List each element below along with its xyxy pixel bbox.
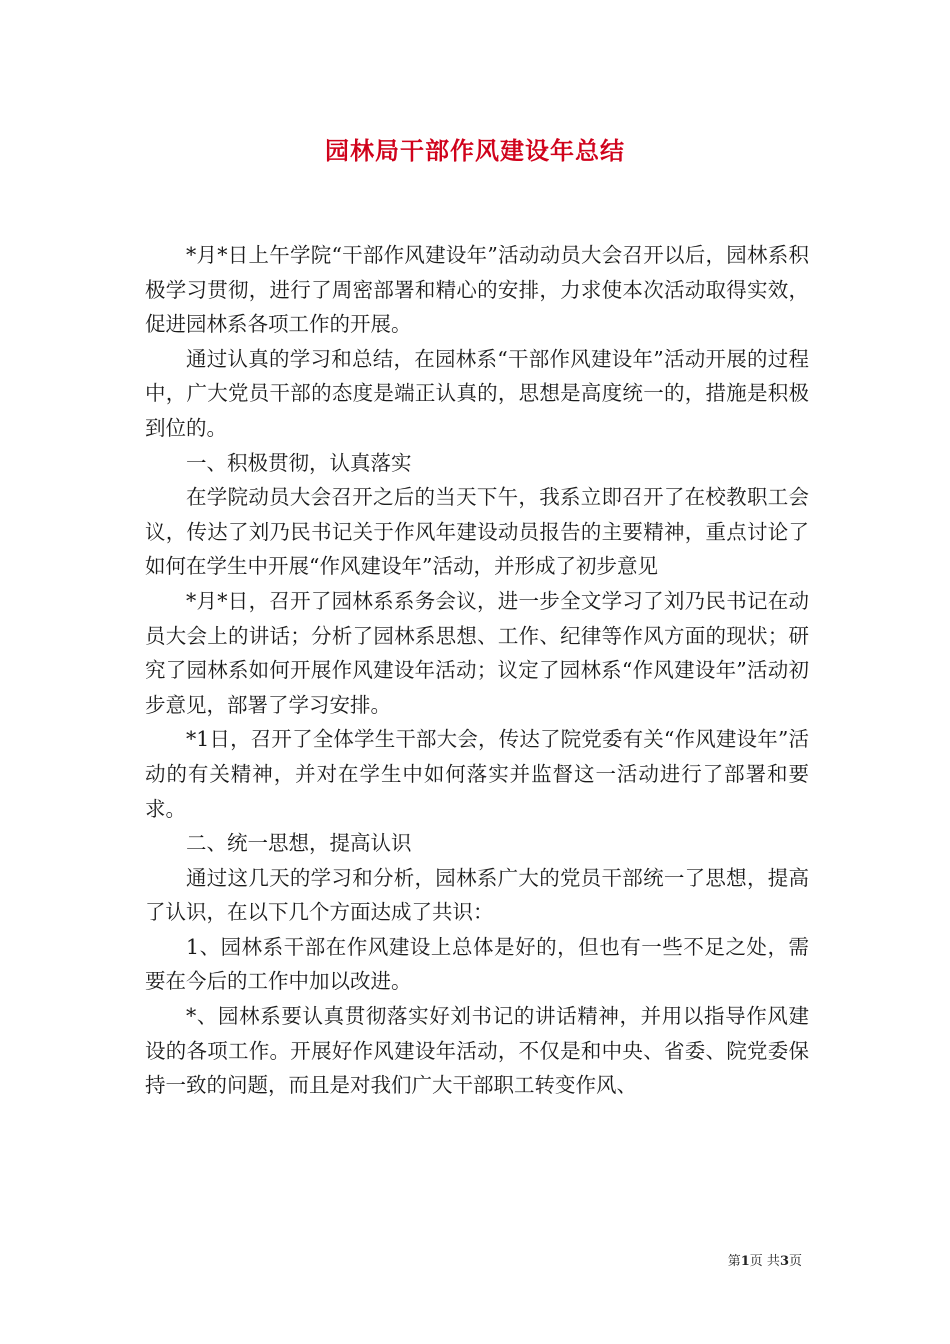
paragraph-section1-c: *1日，召开了全体学生干部大会，传达了院党委有关“作风建设年”活动的有关精神，并对在学生中如何落实并监督这一活动进行了部署和要求。	[145, 727, 809, 821]
footer-current-page: 1	[740, 1254, 750, 1269]
paragraph-section1-a: 在学院动员大会召开之后的当天下午，我系立即召开了在校教职工会议，传达了刘乃民书记关于作风年建设动员报告的主要精神，重点讨论了如何在学生中开展“作风建设年”活动，并形成了初步意见	[145, 485, 809, 579]
paragraph-section2-a: 通过这几天的学习和分析，园林系广大的党员干部统一了思想，提高了认识，在以下几个方面达成了共识：	[145, 865, 809, 925]
section-heading-1: 一、积极贯彻，认真落实	[186, 450, 412, 475]
footer-middle: 页 共	[749, 1254, 780, 1269]
section-heading-2: 二、统一思想，提高认识	[186, 831, 412, 856]
paragraph-section2-point2: *、园林系要认真贯彻落实好刘书记的讲话精神，并用以指导作风建设的各项工作。开展好作风建设年活动，不仅是和中央、省委、院党委保持一致的问题，而且是对我们广大干部职工转变作风、	[145, 1004, 809, 1098]
footer-suffix: 页	[788, 1254, 802, 1269]
paragraph-section2-point1: 1、园林系干部在作风建设上总体是好的，但也有一些不足之处，需要在今后的工作中加以改进。	[145, 934, 809, 994]
paragraph-intro: *月*日上午学院“干部作风建设年”活动动员大会召开以后，园林系积极学习贯彻，进行了周密部署和精心的安排，力求使本次活动取得实效，促进园林系各项工作的开展。	[145, 243, 809, 337]
document-title: 园林局干部作风建设年总结	[325, 136, 625, 165]
page-footer	[728, 1253, 802, 1271]
paragraph-section1-b: *月*日，召开了园林系系务会议，进一步全文学习了刘乃民书记在动员大会上的讲话；分析了园林系思想、工作、纪律等作风方面的现状；研究了园林系如何开展作风建设年活动；议定了园林系“作风建设年”活动初步意见，部署了学习安排。	[145, 588, 809, 717]
footer-prefix: 第	[727, 1254, 741, 1269]
document-body	[145, 238, 809, 1103]
paragraph-summary: 通过认真的学习和总结，在园林系“干部作风建设年”活动开展的过程中，广大党员干部的态度是端正认真的，思想是高度统一的，措施是积极到位的。	[145, 346, 809, 440]
footer-total-pages: 3	[779, 1254, 789, 1269]
